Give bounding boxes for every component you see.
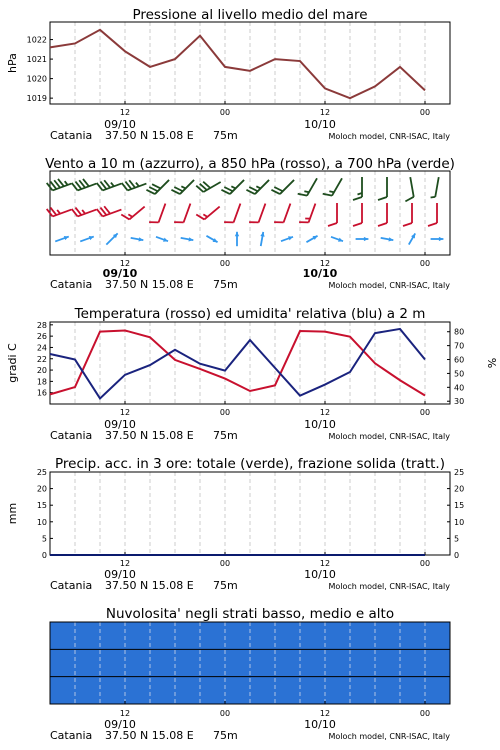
x-tick-label: 00: [419, 408, 431, 417]
wind-arrow-head: [439, 237, 444, 241]
wind-barb: [353, 177, 362, 200]
wind-barb-shaft: [129, 207, 144, 220]
x-tick-label: 00: [419, 259, 431, 268]
wind-barb: [328, 203, 337, 226]
wind-barb-shaft: [259, 204, 266, 223]
location-elevation: 75m: [213, 429, 238, 442]
wind-barb: [405, 177, 413, 201]
x-tick-label: 00: [419, 559, 431, 568]
wind-barb: [206, 236, 217, 242]
wind-barb: [299, 204, 315, 223]
cloud-cell: [425, 622, 450, 649]
location-coords: 37.50 N 15.08 E: [105, 429, 194, 442]
cloud-cell: [300, 649, 325, 676]
location-coords: 37.50 N 15.08 E: [105, 579, 194, 592]
cloud-cell: [375, 677, 400, 704]
y-tick-label-right: 50: [454, 369, 465, 379]
x-tick-label: 12: [319, 709, 331, 718]
y-tick-label-right: 25: [454, 468, 465, 477]
x-tick-label: 12: [319, 408, 331, 417]
cloud-cell: [200, 622, 225, 649]
x-tick-label: 12: [319, 259, 331, 268]
wind-barb-feather: [274, 187, 282, 191]
wind-barb-shaft: [234, 204, 241, 223]
panel-title-wind: Vento a 10 m (azzurro), a 850 hPa (rosso), a 700 hPa (verde): [45, 156, 455, 172]
y-tick-label: 20: [36, 366, 47, 376]
cloud-cell: [275, 622, 300, 649]
location-name: Catania: [50, 129, 93, 142]
wind-barb-feather: [221, 190, 229, 194]
wind-barb: [260, 232, 264, 246]
wind-barb: [156, 237, 168, 242]
cloud-cell: [100, 622, 125, 649]
wind-barb-feather: [224, 187, 232, 191]
y-tick-label-right: 70: [454, 341, 465, 351]
cloud-cell: [250, 677, 275, 704]
x-date-label: 09/10: [104, 118, 136, 131]
location-elevation: 75m: [213, 579, 238, 592]
cloud-cell: [125, 649, 150, 676]
wind-barb: [428, 203, 437, 226]
panel-title-temp_rh: Temperatura (rosso) ed umidita' relativa (blu) a 2 m: [74, 306, 426, 322]
wind-barb-feather: [152, 184, 160, 188]
wind-barb: [97, 180, 122, 190]
cloud-cell: [275, 649, 300, 676]
cloud-cell: [375, 649, 400, 676]
cloud-cell: [100, 649, 125, 676]
location-elevation: 75m: [213, 278, 238, 291]
wind-barb: [72, 179, 97, 191]
y-tick-label-right: 30: [454, 397, 465, 407]
wind-barb-feather-half: [111, 183, 114, 187]
wind-barb: [298, 178, 317, 195]
x-tick-label: 00: [219, 709, 231, 718]
cloud-cell: [400, 677, 425, 704]
wind-arrow-head: [338, 238, 343, 242]
wind-barb-shaft: [280, 180, 294, 194]
wind-barb: [221, 180, 244, 194]
wind-barb-feather: [428, 223, 437, 226]
y-tick-label: 24: [36, 343, 47, 353]
wind-barb-feather-half: [82, 210, 85, 214]
wind-barb-feather: [171, 190, 179, 194]
location-coords: 37.50 N 15.08 E: [105, 129, 194, 142]
cloud-cell: [225, 677, 250, 704]
wind-barb-feather: [405, 197, 413, 202]
x-tick-label: 00: [219, 559, 231, 568]
cloud-cell: [150, 622, 175, 649]
wind-barb: [97, 206, 122, 216]
y-tick-label: 1020: [26, 74, 47, 84]
y-axis-label: gradi C: [6, 343, 19, 383]
wind-barb-feather-half: [65, 181, 68, 185]
x-date-label: 09/10: [102, 267, 138, 280]
wind-barb: [323, 178, 342, 195]
cloud-cell: [175, 677, 200, 704]
wind-barb: [431, 177, 439, 197]
wind-barb-feather: [149, 187, 157, 191]
panel-title-cloud: Nuvolosita' negli strati basso, medio e alto: [105, 606, 395, 622]
wind-barb: [274, 204, 290, 223]
x-date-label: 10/10: [302, 267, 338, 280]
wind-arrow-head: [64, 236, 69, 240]
series-line-humidity: [50, 329, 425, 398]
wind-barb: [356, 237, 369, 241]
wind-barb: [181, 237, 194, 241]
wind-barb-feather: [298, 194, 307, 196]
y-tick-label-right: 80: [454, 327, 465, 337]
wind-barb-shaft: [204, 207, 219, 220]
y-tick-label: 1019: [26, 94, 47, 104]
wind-barb-feather-half: [256, 186, 260, 188]
wind-barb: [378, 203, 387, 226]
x-tick-label: 12: [119, 108, 131, 117]
y-axis-label: hPa: [6, 53, 19, 73]
x-date-label: 10/10: [304, 418, 336, 431]
y-axis-label: mm: [6, 502, 19, 525]
wind-barb-shaft: [284, 204, 291, 223]
wind-barb: [224, 204, 240, 223]
x-tick-label: 00: [219, 408, 231, 417]
wind-barb: [55, 236, 69, 241]
cloud-cell: [200, 677, 225, 704]
x-date-label: 10/10: [304, 568, 336, 581]
y-axis-label-right: %: [485, 357, 498, 369]
series-line-pressure: [50, 30, 425, 98]
wind-barb-feather: [323, 194, 332, 196]
wind-barb-feather: [378, 223, 387, 226]
cloud-cell: [175, 649, 200, 676]
y-tick-label: 16: [36, 388, 47, 398]
wind-barb: [80, 236, 94, 241]
cloud-cell: [300, 677, 325, 704]
wind-barb-feather-half: [431, 197, 436, 198]
cloud-cell: [325, 622, 350, 649]
y-tick-label: 1022: [26, 35, 47, 45]
wind-barb: [131, 237, 144, 241]
location-name: Catania: [50, 429, 93, 442]
wind-barb: [246, 180, 269, 194]
wind-barb-feather-half: [57, 210, 60, 214]
wind-barb-feather: [249, 187, 257, 191]
wind-barb-shaft: [309, 204, 316, 223]
cloud-cell: [250, 649, 275, 676]
wind-barb-feather-half: [128, 214, 132, 216]
wind-barb-feather-half: [304, 191, 309, 192]
wind-barb-shaft: [435, 177, 438, 197]
wind-barb-shaft: [332, 178, 342, 195]
cloud-cell: [75, 677, 100, 704]
x-tick-label: 00: [419, 709, 431, 718]
model-credit: Moloch model, CNR-ISAC, Italy: [328, 732, 450, 741]
wind-barb: [171, 180, 194, 194]
panel-title-pressure: Pressione al livello medio del mare: [132, 7, 368, 23]
y-tick-label: 25: [36, 468, 47, 477]
wind-arrow-head: [163, 238, 168, 242]
cloud-cell: [425, 677, 450, 704]
x-tick-label: 12: [119, 709, 131, 718]
location-coords: 37.50 N 15.08 E: [105, 729, 194, 742]
x-tick-label: 00: [219, 108, 231, 117]
wind-barb: [235, 232, 239, 246]
wind-barb-feather-half: [136, 183, 139, 187]
x-date-label: 09/10: [104, 718, 136, 731]
wind-barb-feather: [353, 197, 362, 200]
y-tick-label-right: 15: [454, 501, 465, 511]
y-tick-label-right: 40: [454, 383, 465, 393]
y-tick-label: 5: [41, 534, 47, 544]
wind-arrow-head: [89, 236, 94, 240]
wind-barb-feather-half: [181, 186, 185, 188]
location-name: Catania: [50, 729, 93, 742]
y-tick-label-right: 20: [454, 484, 465, 494]
wind-barb: [72, 208, 97, 217]
wind-barb: [381, 237, 394, 241]
location-coords: 37.50 N 15.08 E: [105, 278, 194, 291]
wind-arrow-head: [364, 237, 369, 241]
cloud-cell: [100, 677, 125, 704]
cloud-cell: [125, 677, 150, 704]
wind-barb: [306, 236, 317, 242]
wind-barb: [271, 180, 294, 194]
x-tick-label: 00: [219, 259, 231, 268]
wind-barb-feather: [378, 197, 387, 200]
y-tick-label-right: 60: [454, 355, 465, 365]
y-tick-label: 18: [36, 377, 47, 387]
wind-barb: [249, 204, 265, 223]
cloud-cell: [325, 649, 350, 676]
x-date-label: 09/10: [104, 568, 136, 581]
x-tick-label: 00: [419, 108, 431, 117]
y-tick-label-right: 10: [454, 517, 465, 527]
wind-barb: [431, 237, 444, 241]
wind-barb: [409, 233, 415, 244]
wind-barb-feather-half: [203, 214, 207, 216]
cloud-cell: [50, 622, 75, 649]
location-name: Catania: [50, 579, 93, 592]
location-elevation: 75m: [213, 129, 238, 142]
x-tick-label: 12: [319, 559, 331, 568]
wind-barb: [122, 180, 147, 190]
cloud-cell: [375, 622, 400, 649]
cloud-cell: [350, 622, 375, 649]
x-date-label: 10/10: [304, 718, 336, 731]
y-tick-label: 28: [36, 320, 47, 330]
x-tick-label: 12: [319, 108, 331, 117]
x-tick-label: 12: [119, 559, 131, 568]
wind-barb: [331, 237, 343, 242]
wind-barb: [174, 204, 190, 223]
wind-barb-shaft: [307, 178, 317, 195]
x-date-label: 09/10: [104, 418, 136, 431]
x-tick-label: 12: [119, 259, 131, 268]
series-line-temperature: [50, 330, 425, 395]
cloud-cell: [225, 622, 250, 649]
cloud-cell: [150, 649, 175, 676]
wind-barb-feather: [353, 223, 362, 226]
wind-barb-shaft: [159, 204, 166, 223]
cloud-cell: [50, 649, 75, 676]
wind-barb: [149, 204, 165, 223]
wind-barb-feather: [146, 190, 154, 194]
cloud-cell: [75, 622, 100, 649]
panel-title-precip: Precip. acc. in 3 ore: totale (verde), frazione solida (tratt.): [55, 456, 445, 472]
y-tick-label: 0: [41, 551, 47, 560]
wind-barb-feather: [328, 223, 337, 226]
y-tick-label-right: 0: [454, 551, 460, 560]
y-tick-label: 1021: [26, 55, 47, 65]
wind-barb: [146, 180, 169, 194]
panel-frame-pressure: [50, 22, 450, 104]
cloud-cell: [400, 649, 425, 676]
x-tick-label: 12: [119, 408, 131, 417]
cloud-cell: [200, 649, 225, 676]
cloud-cell: [125, 622, 150, 649]
cloud-cell: [150, 677, 175, 704]
model-credit: Moloch model, CNR-ISAC, Italy: [328, 582, 450, 591]
wind-barb: [403, 203, 412, 226]
cloud-cell: [250, 622, 275, 649]
y-tick-label: 20: [36, 484, 47, 494]
wind-barb-feather: [271, 190, 279, 194]
y-tick-label: 22: [36, 354, 47, 364]
wind-barb-feather-half: [329, 191, 334, 192]
wind-barb-feather-half: [231, 186, 235, 188]
model-credit: Moloch model, CNR-ISAC, Italy: [328, 432, 450, 441]
cloud-cell: [75, 649, 100, 676]
wind-barb-feather: [403, 223, 412, 226]
y-tick-label: 10: [36, 517, 47, 527]
wind-barb-feather: [174, 187, 182, 191]
cloud-cell: [225, 649, 250, 676]
wind-arrow-head: [288, 236, 293, 240]
model-credit: Moloch model, CNR-ISAC, Italy: [328, 132, 450, 141]
wind-barb-shaft: [410, 177, 413, 197]
y-tick-label: 26: [36, 332, 47, 342]
location-elevation: 75m: [213, 729, 238, 742]
cloud-cell: [300, 622, 325, 649]
cloud-cell: [175, 622, 200, 649]
location-name: Catania: [50, 278, 93, 291]
wind-barb: [378, 177, 387, 200]
wind-barb-shaft: [184, 204, 191, 223]
model-credit: Moloch model, CNR-ISAC, Italy: [328, 281, 450, 290]
wind-barb: [106, 233, 117, 244]
cloud-cell: [350, 649, 375, 676]
wind-arrow-head: [235, 232, 239, 237]
cloud-cell: [50, 677, 75, 704]
wind-barb: [281, 236, 293, 241]
wind-barb: [353, 203, 362, 226]
cloud-cell: [275, 677, 300, 704]
x-date-label: 10/10: [304, 118, 336, 131]
wind-barb-feather: [246, 190, 254, 194]
y-tick-label-right: 5: [454, 534, 460, 544]
cloud-cell: [350, 677, 375, 704]
cloud-cell: [425, 649, 450, 676]
y-tick-label: 15: [36, 501, 47, 511]
cloud-cell: [400, 622, 425, 649]
cloud-cell: [325, 677, 350, 704]
